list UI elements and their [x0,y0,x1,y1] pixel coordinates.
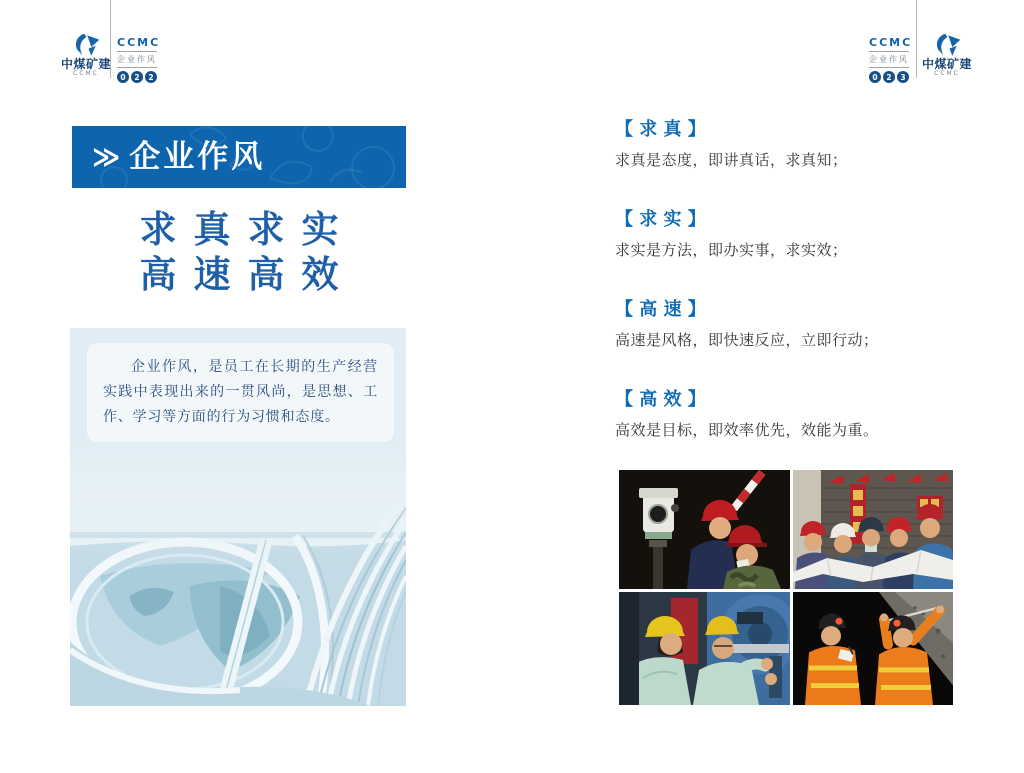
page-number-badge [117,71,157,83]
section-body: 求实是方法，即办实事，求实效； [615,241,848,259]
folio-right [869,36,913,83]
section-qiushi [615,210,960,260]
section-heading: 【 高 速 】 [615,299,706,320]
brand-abbr: CCMC [73,70,99,78]
section-body: 高效是目标，即效率优先，效能为重。 [615,421,879,439]
intro-quote-box [87,343,394,442]
folio-rule [869,51,909,52]
section-heading: 【 求 真 】 [615,119,706,140]
banner-text [72,126,406,188]
sections-list [615,120,960,480]
brand-name: 中煤矿建 [921,57,972,71]
banner-chevrons-icon: ≫ [92,141,121,173]
section-banner [72,126,406,188]
section-body: 高速是风格，即快速反应，立即行动； [615,331,879,349]
highway-aerial-image [70,436,406,706]
section-body: 求真是态度，即讲真话，求真知； [615,151,848,169]
page-digit: 0 [117,71,129,83]
brand-name: 中煤矿建 [60,57,111,71]
folio-series-title: CCMC [117,36,161,49]
section-heading: 【 求 实 】 [615,209,706,230]
photo-blueprint-review-team [793,470,953,589]
slogan [72,207,406,297]
photo-machinery-discussion [619,592,790,705]
photo-survey-instrument-workers [619,470,790,589]
banner-title: 企业作风 [129,138,266,175]
section-qiuzhen [615,120,960,170]
page-digit: 3 [897,71,909,83]
photo-grid [619,470,953,705]
page-digit: 2 [883,71,895,83]
page-digit: 0 [869,71,881,83]
page-digit: 2 [145,71,157,83]
photo-mine-tunnel-measurement [793,592,953,705]
section-gaoxiao [615,390,960,440]
intro-panel [70,328,406,706]
folio-series-subtitle: 企业作风 [869,55,909,64]
brand-abbr: CCMC [934,70,960,78]
section-heading: 【 高 效 】 [615,389,706,410]
page-number-badge [869,71,909,83]
brand-logo-right [921,33,973,78]
folio-rule [117,67,157,68]
section-gaosu [615,300,960,350]
ccmc-logo-icon [60,33,112,57]
folio-series-subtitle: 企业作风 [117,55,157,64]
folio-series-title: CCMC [869,36,913,49]
slogan-line-2: 高速高效 [139,252,356,296]
slogan-line-1: 求真求实 [139,207,356,251]
intro-quote-text: 企业作风，是员工在长期的生产经营实践中表现出来的一贯风尚，是思想、工作、学习等方面的行为习惯和态度。 [103,359,378,425]
page-digit: 2 [131,71,143,83]
folio-rule [869,67,909,68]
brand-logo-left [60,33,112,78]
folio-rule [117,51,157,52]
ccmc-logo-icon [921,33,973,57]
folio-divider-right [916,0,917,78]
folio-left [117,36,161,83]
